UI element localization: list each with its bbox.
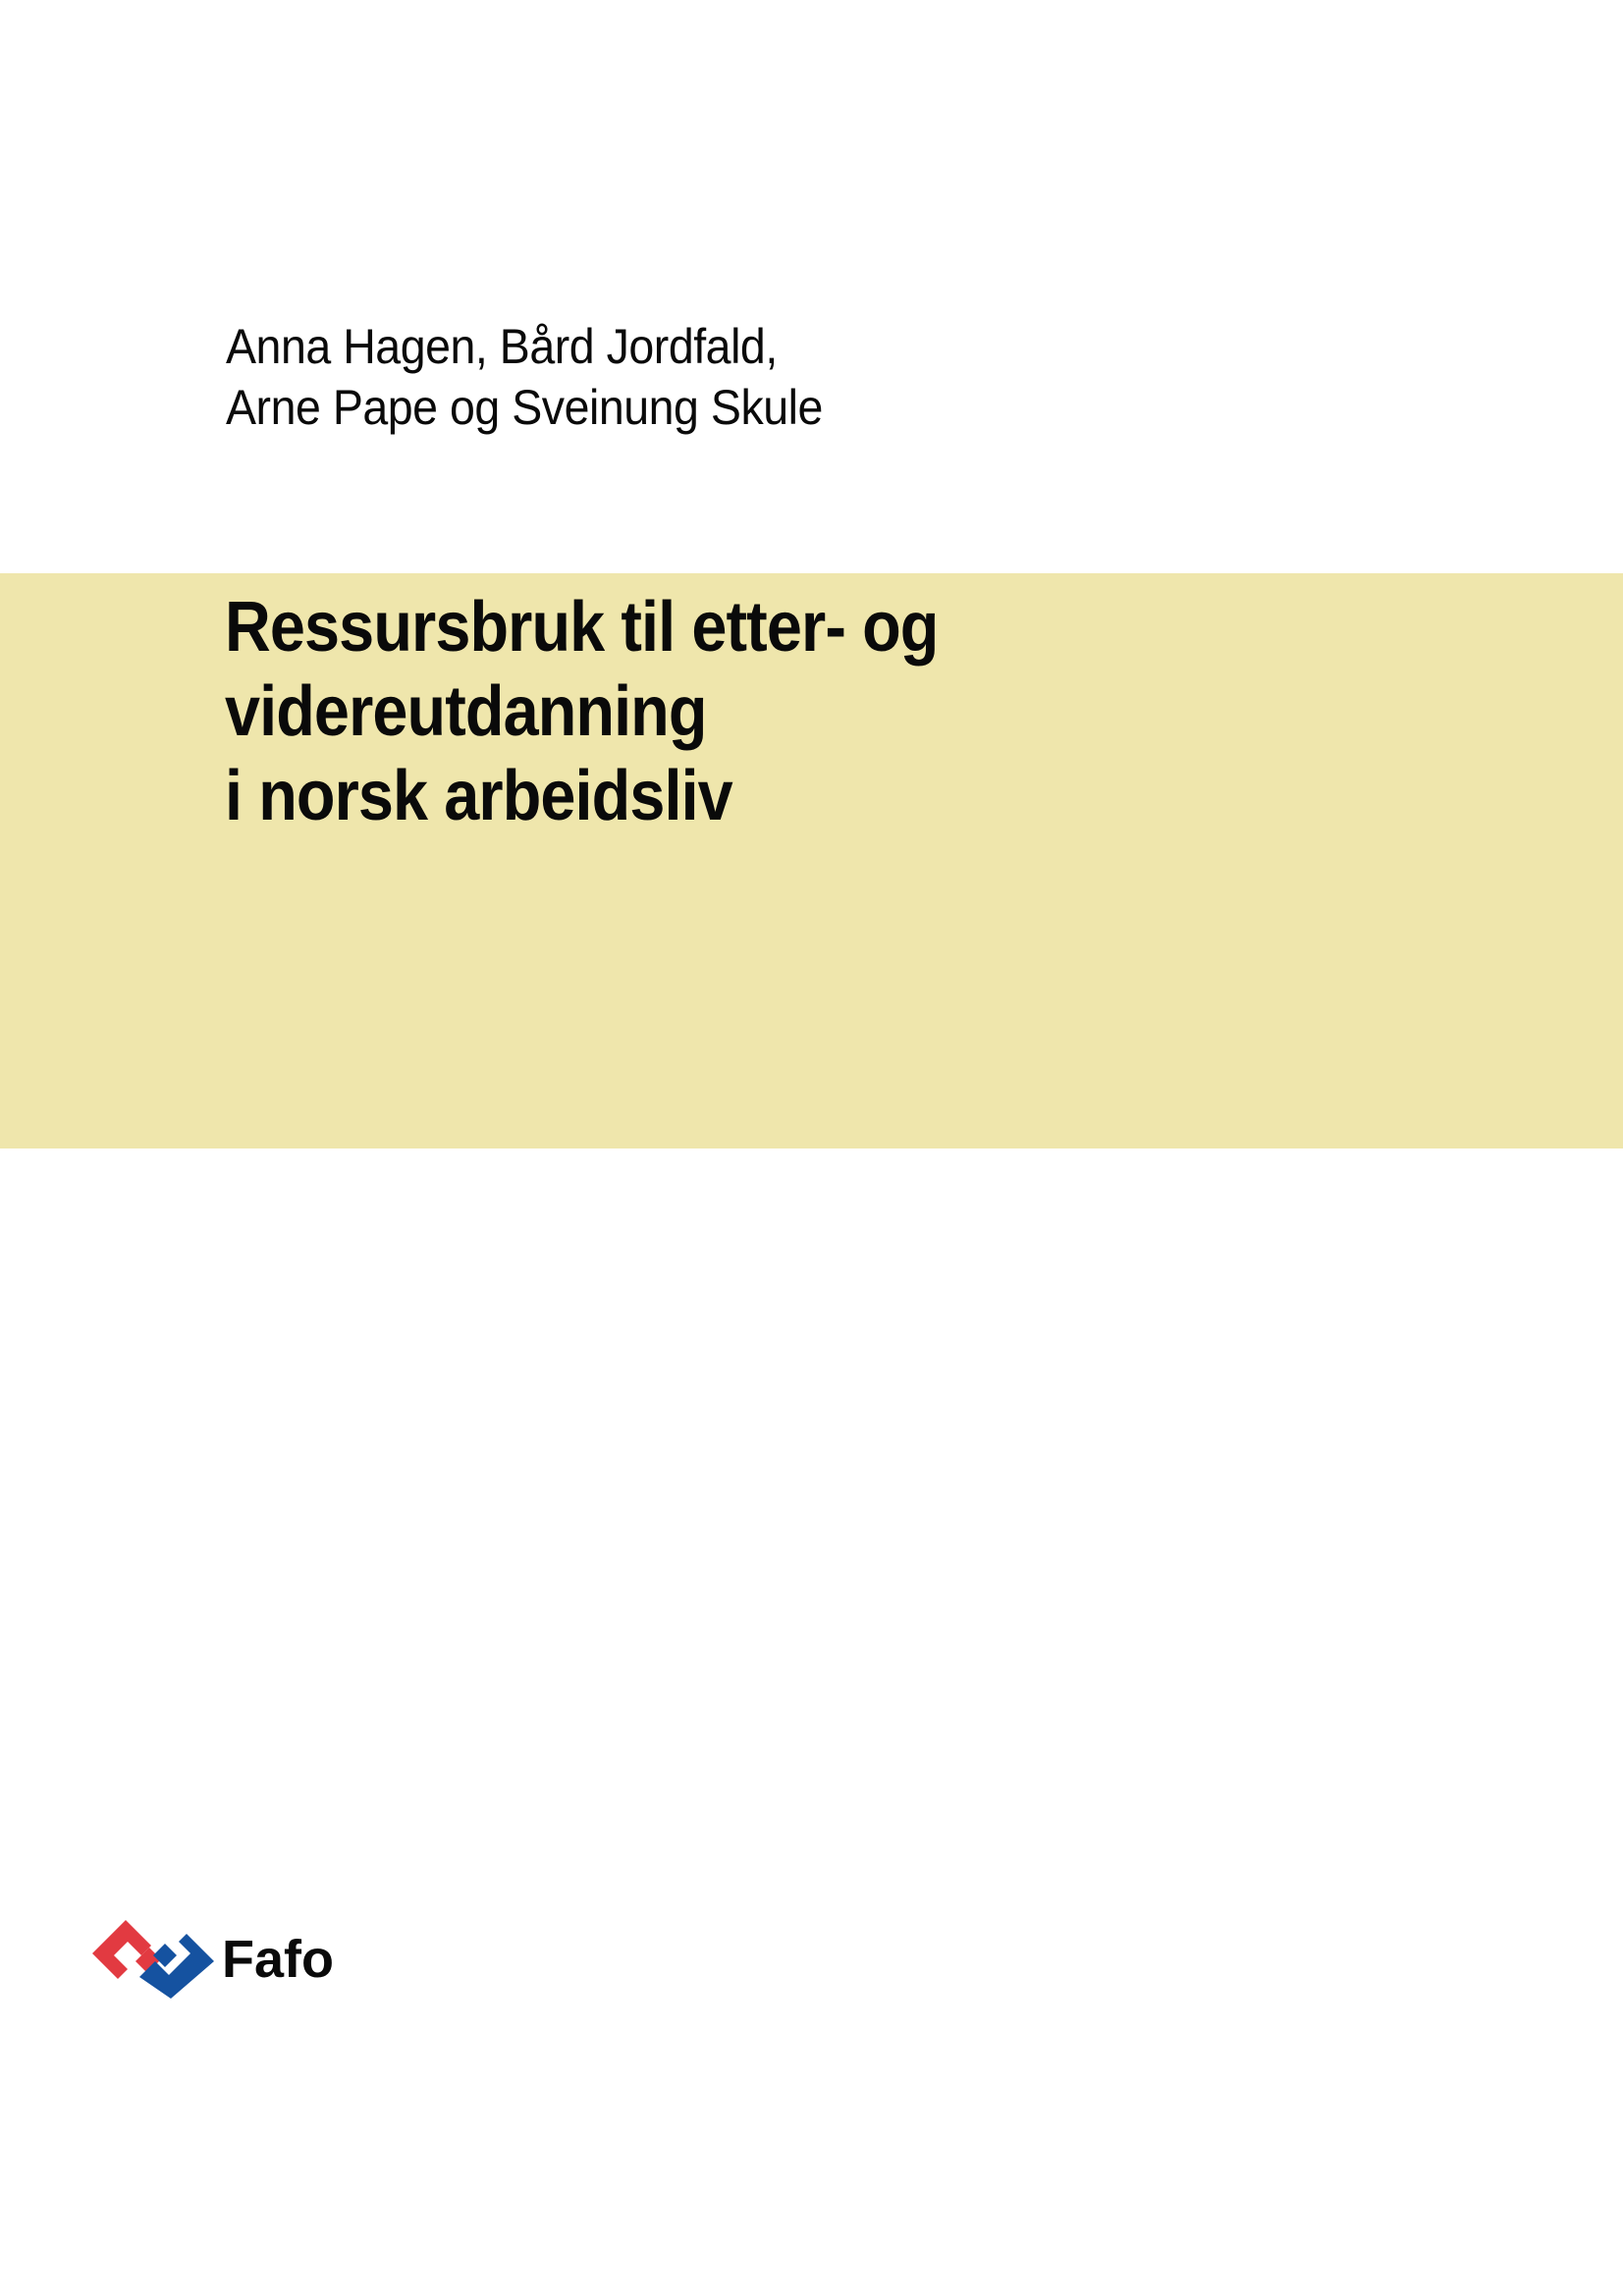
title-line-1: Ressursbruk til etter- og	[225, 588, 939, 667]
publisher-logo	[92, 1916, 334, 1999]
report-title	[225, 585, 938, 838]
publisher-name: Fafo	[222, 1930, 334, 1989]
author-line-1: Anna Hagen, Bård Jordfald,	[226, 319, 778, 374]
author-line-2: Arne Pape og Sveinung Skule	[226, 380, 823, 435]
authors	[226, 316, 823, 438]
fafo-logo-icon	[92, 1916, 214, 1999]
title-line-3: i norsk arbeidsliv	[225, 757, 732, 835]
title-line-2: videreutdanning	[225, 672, 707, 751]
